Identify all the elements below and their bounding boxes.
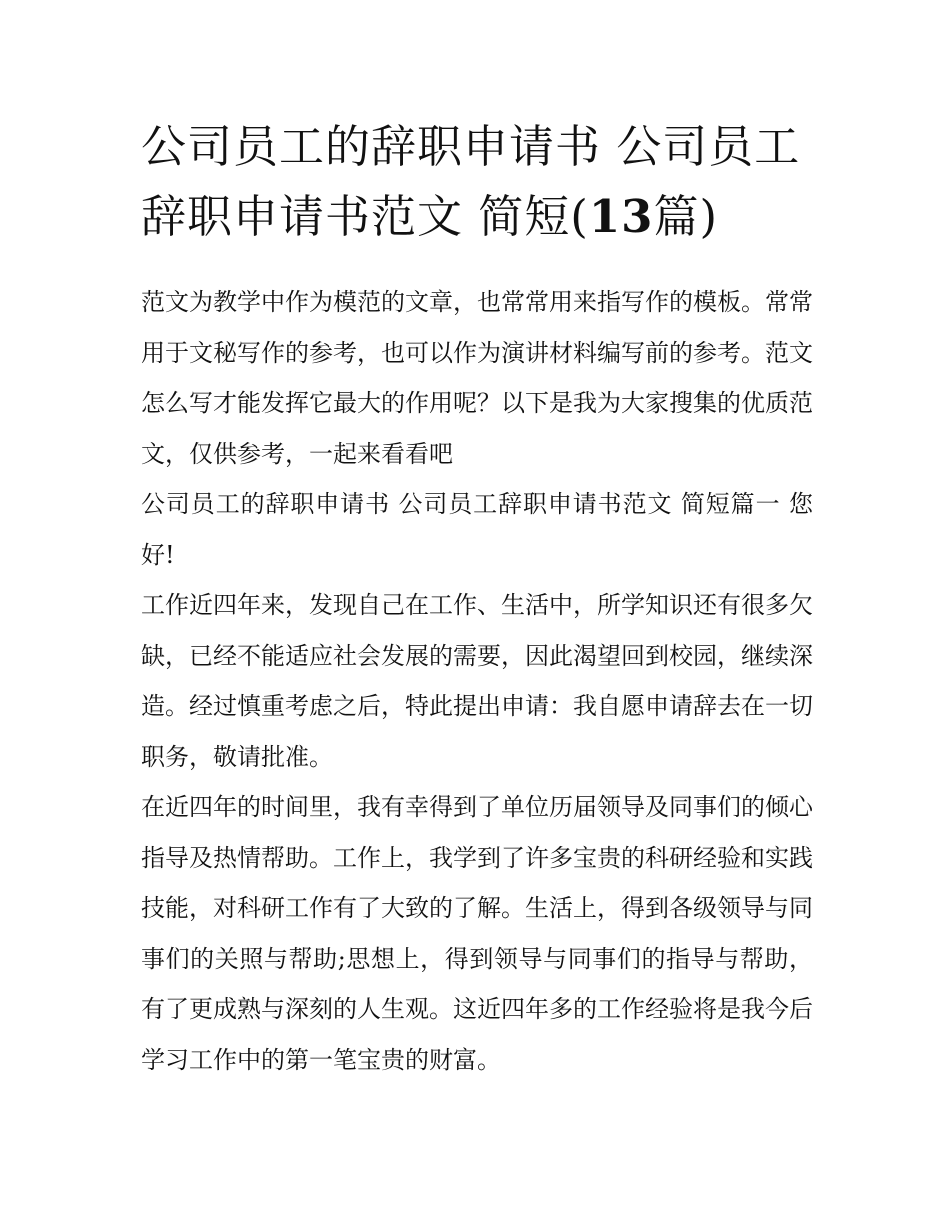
- section-heading: 公司员工的辞职申请书 公司员工辞职申请书范文 简短篇一 您好!: [141, 490, 813, 569]
- body-paragraph: 在近四年的时间里，我有幸得到了单位历届领导及同事们的倾心指导及热情帮助。工作上，我学到了许多宝贵的科研经验和实践技能，对科研工作有了大致的了解。生活上，得到各级领导与同事们的关照与帮助;思想上，得到领导与同事们的指导与帮助，有了更成熟与深刻的人生观。这近四年多的工作经验将是我今后学习工作中的第一笔宝贵的财富。: [141, 793, 813, 1074]
- title-text: 公司员工的辞职申请书 公司员工辞职申请书范文 简短(: [141, 120, 801, 243]
- document-page: [141, 112, 813, 1085]
- body-paragraph: 工作近四年来，发现自己在工作、生活中，所学知识还有很多欠缺，已经不能适应社会发展的需要，因此渴望回到校园，继续深造。经过慎重考虑之后，特此提出申请：我自愿申请辞去在一切职务，敬请批准。: [141, 591, 813, 771]
- title-count: 13: [588, 190, 654, 243]
- title-text-end: 篇): [653, 190, 719, 243]
- document-title: [141, 112, 813, 252]
- intro-paragraph: 范文为教学中作为模范的文章，也常常用来指写作的模板。常常用于文秘写作的参考，也可以作为演讲材料编写前的参考。范文怎么写才能发挥它最大的作用呢？以下是我为大家搜集的优质范文，仅供参考，一起来看看吧: [141, 288, 813, 468]
